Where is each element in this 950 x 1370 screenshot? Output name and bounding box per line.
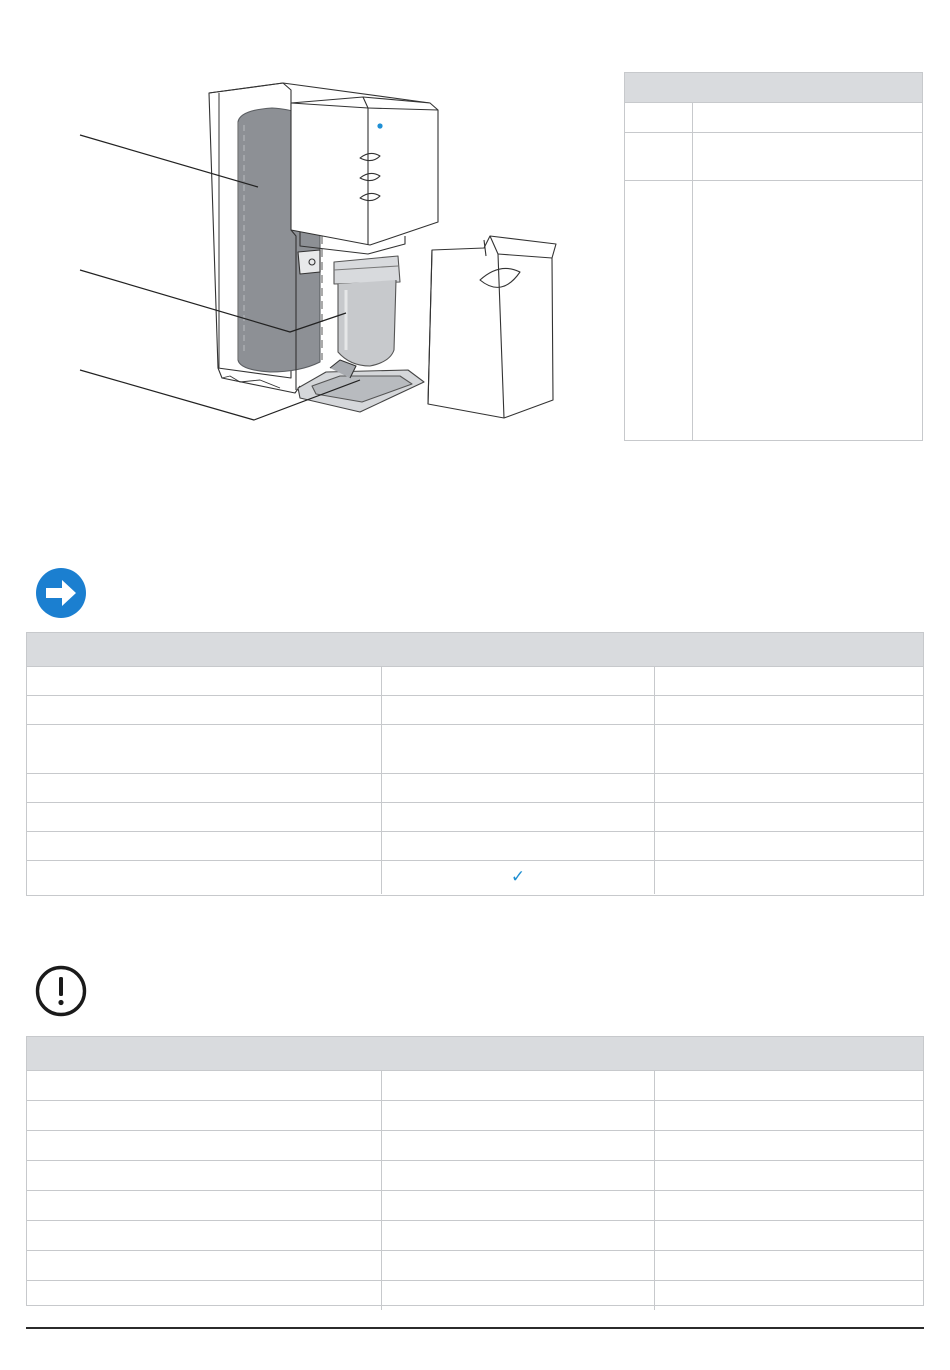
- table-row: [27, 1190, 923, 1220]
- table-row: [625, 180, 922, 440]
- table-cell: [382, 1221, 655, 1250]
- table-cell: [625, 133, 693, 180]
- table-cell: [382, 803, 655, 831]
- table-cell: [655, 1191, 923, 1220]
- table-cell: [27, 667, 382, 695]
- exclamation-circle-icon: [34, 964, 88, 1018]
- product-illustration: [0, 0, 600, 460]
- table-b: [26, 1036, 924, 1306]
- table-row: [27, 802, 923, 831]
- table-cell: [27, 861, 382, 894]
- footer-divider: [26, 1327, 924, 1329]
- table-cell: [27, 774, 382, 802]
- table-cell: [655, 1071, 923, 1100]
- table-cell: [27, 832, 382, 860]
- table-row: [27, 1280, 923, 1310]
- table-cell: [27, 1191, 382, 1220]
- table-row: [27, 1160, 923, 1190]
- table-cell: [655, 667, 923, 695]
- table-row: [27, 773, 923, 802]
- table-b-header: [27, 1037, 923, 1070]
- table-cell: [655, 774, 923, 802]
- table-cell: [655, 1281, 923, 1310]
- table-cell: [27, 1281, 382, 1310]
- table-row: [27, 1250, 923, 1280]
- checkmark-icon: ✓: [510, 867, 526, 887]
- table-cell: [382, 774, 655, 802]
- table-cell: [27, 803, 382, 831]
- table-cell: [382, 1161, 655, 1190]
- table-cell: [625, 103, 693, 132]
- table-cell: [27, 696, 382, 724]
- table-row: [27, 1130, 923, 1160]
- table-cell: [693, 133, 922, 180]
- table-cell: [382, 1281, 655, 1310]
- table-row: [27, 1070, 923, 1100]
- parts-key-table-header: [625, 73, 922, 102]
- table-cell: [655, 1161, 923, 1190]
- table-cell: [655, 725, 923, 773]
- table-cell: [655, 832, 923, 860]
- table-cell: [655, 1101, 923, 1130]
- table-cell: [655, 1221, 923, 1250]
- table-row: [27, 831, 923, 860]
- table-cell: [382, 861, 655, 894]
- table-cell: [693, 103, 922, 132]
- table-row: [625, 132, 922, 180]
- table-cell: [655, 696, 923, 724]
- table-cell: [382, 1251, 655, 1280]
- table-row: [27, 1100, 923, 1130]
- table-row: [27, 695, 923, 724]
- table-row: [27, 666, 923, 695]
- table-cell: [27, 1221, 382, 1250]
- table-cell: [625, 181, 693, 440]
- table-row: [625, 102, 922, 132]
- table-cell: [382, 1191, 655, 1220]
- table-cell: [382, 1101, 655, 1130]
- table-cell: [655, 861, 923, 894]
- table-row: [27, 860, 923, 894]
- table-a: [26, 632, 924, 896]
- table-cell: [382, 696, 655, 724]
- arrow-right-circle-icon: [34, 566, 88, 620]
- table-cell: [382, 1071, 655, 1100]
- table-cell: [655, 1251, 923, 1280]
- table-cell: [27, 1131, 382, 1160]
- table-cell: [27, 1161, 382, 1190]
- parts-key-table: [624, 72, 923, 441]
- table-cell: [382, 725, 655, 773]
- table-cell: [382, 1131, 655, 1160]
- table-cell: [27, 1251, 382, 1280]
- table-cell: [655, 1131, 923, 1160]
- table-cell: [27, 1071, 382, 1100]
- table-cell: [382, 832, 655, 860]
- table-row: [27, 724, 923, 773]
- table-row: [27, 1220, 923, 1250]
- table-cell: [693, 181, 922, 440]
- table-a-header: [27, 633, 923, 666]
- brand-dot-icon: [377, 123, 382, 128]
- table-cell: [27, 1101, 382, 1130]
- table-cell: [655, 803, 923, 831]
- table-cell: [27, 725, 382, 773]
- table-cell: [382, 667, 655, 695]
